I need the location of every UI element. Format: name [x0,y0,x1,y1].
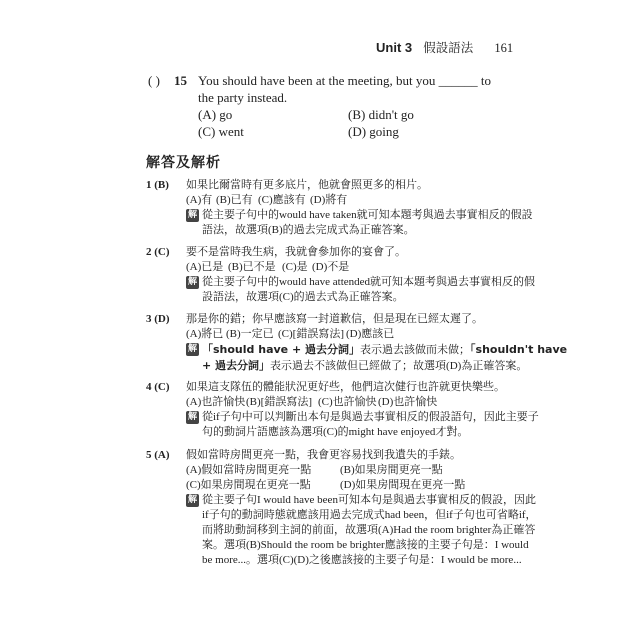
gloss-a: (A)假如當時房間更亮一點 [186,464,312,476]
answer-5 [146,448,537,568]
explanation-line: 從主要子句中的would have attended就可知本題考與過去事實相反的假 [202,276,536,288]
option-a: (A) go [198,107,233,122]
translation: 要不是當時我生病，我就會參加你的宴會了。 [186,246,406,258]
choice-glosses [186,463,506,478]
gloss-c: (C)[錯誤寫法] [278,328,344,340]
page-number: 161 [494,41,514,55]
question-number: 15 [174,73,187,88]
explanation-line: 從主要子句中的would have taken就可知本題考與過去事實相反的假設 [202,209,533,221]
gloss-d: (D)如果房間現在更亮一點 [340,479,466,491]
gloss-c: (C)也許愉快 [318,396,377,408]
explanation-line: 從if子句中可以判斷出本句是與過去事實相反的假設語句，因此主要子 [202,411,539,423]
translation: 如果這支隊伍的體能狀況更好些，他們這次健行也許就更快樂些。 [186,381,505,393]
answer-label: 5 (A) [146,449,170,461]
question-15 [148,72,508,140]
explanation-line: if子句的動詞時態就應該用過去完成式had been，但if子句也可省略if， [202,509,537,521]
explanation [186,275,536,305]
explanation [186,342,568,374]
explanation [186,208,533,238]
gloss-a: (A)也許愉快 [186,396,246,408]
gloss-b: (B)如果房間更亮一點 [340,464,443,476]
choice-glosses [186,478,506,493]
explanation-text: 表示過去該做而未做； [360,344,471,356]
gloss-b: (B)一定已 [226,328,274,340]
answer-label: 4 (C) [146,381,170,393]
answer-label: 3 (D) [146,313,170,325]
gloss-b: (B)[錯誤寫法] [246,396,312,408]
rule-shouldnt-have: 「shouldn't have [470,343,568,356]
answer-blank-parens: ( ) [148,73,160,88]
choice-glosses [186,260,506,275]
explanation-line: 從主要子句I would have been可知本句是與過去事實相反的假設，因此 [202,494,536,506]
gloss-d: (D)應該已 [346,328,395,340]
unit-label: Unit 3 [376,40,413,55]
option-c: (C) went [198,124,244,139]
explanation-icon: 解 [187,495,197,505]
explanation-text: 表示過去不該做但已經做了；故選項(D)為正確答案。 [270,360,528,372]
answer-4 [146,380,539,440]
explanation-line: 語法，故選項(B)的過去完成式為正確答案。 [202,224,415,236]
gloss-c: (C)是 [282,261,308,273]
explanation-line: 案。選項(B)Should the room be brighter應該接的主要子句是：I would [202,539,529,551]
explanation-icon: 解 [187,210,197,220]
gloss-a: (A)已是 [186,261,224,273]
choice-glosses [186,193,506,208]
gloss-d: (D)也許愉快 [378,396,438,408]
explanation-icon: 解 [187,344,197,354]
gloss-d: (D)不是 [312,261,350,273]
answer-label: 2 (C) [146,246,170,258]
explanation [186,410,539,440]
unit-title: 假設語法 [423,41,474,55]
answer-3 [146,312,568,374]
choice-glosses [186,327,506,342]
explanation-icon: 解 [187,412,197,422]
gloss-d: (D)將有 [310,194,348,206]
rule-should-have: 「should have + 過去分詞」 [202,343,361,356]
explanation-line: 設語法，故選項(C)的過去式為正確答案。 [202,291,404,303]
gloss-b: (B)已有 [216,194,253,206]
answer-label: 1 (B) [146,179,169,191]
translation: 假如當時房間更亮一點，我會更容易找到我遺失的手錶。 [186,449,461,461]
gloss-b: (B)已不是 [228,261,276,273]
answer-2 [146,245,536,305]
answer-1 [146,178,533,238]
section-title: 解答及解析 [146,155,221,171]
explanation-line: be more...。選項(C)(D)之後應該接的主要子句是：I would be more... [202,554,522,566]
option-d: (D) going [348,124,399,139]
gloss-a: (A)將已 [186,328,224,340]
explanation-icon: 解 [187,277,197,287]
question-stem: You should have been at the meeting, but you ______ to the party instead. [198,73,491,105]
page-header [376,38,513,56]
gloss-a: (A)有 [186,194,213,206]
rule-past-participle: + 過去分詞」 [202,359,271,372]
explanation-line: 而將助動詞移到主詞的前面，故選項(A)Had the room brighter為正確答 [202,524,536,536]
translation: 那是你的錯；你早應該寫一封道歉信，但是現在已經太遲了。 [186,313,483,325]
choice-glosses [186,395,506,410]
explanation-line: 句的動詞片語應該為選項(C)的might have enjoyed才對。 [202,426,469,438]
question-options [198,106,508,140]
option-b: (B) didn't go [348,107,414,122]
explanation [186,493,537,568]
translation: 如果比爾當時有更多底片，他就會照更多的相片。 [186,179,428,191]
gloss-c: (C)應該有 [258,194,306,206]
gloss-c: (C)如果房間現在更亮一點 [186,479,311,491]
